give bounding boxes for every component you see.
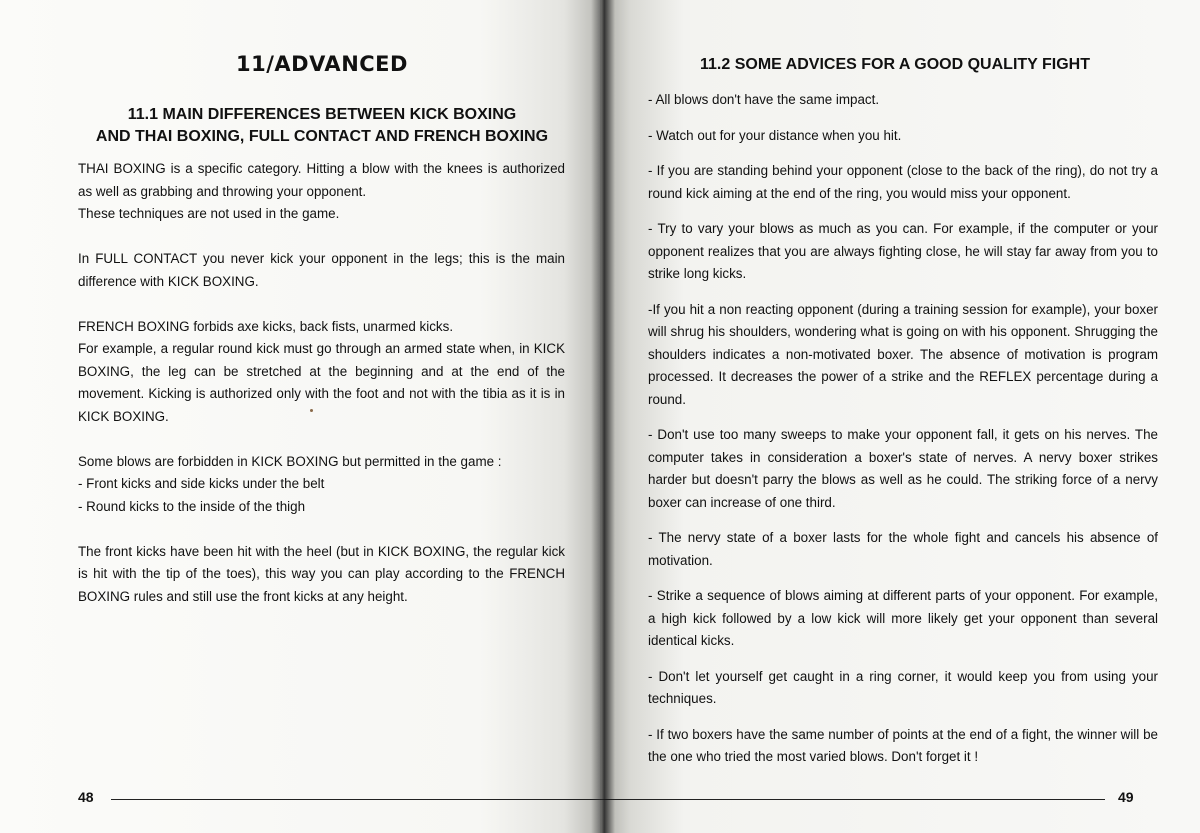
advice-paragraph: - Watch out for your distance when you hit. — [648, 127, 902, 143]
book-gutter-shadow — [591, 0, 615, 833]
text-line: THAI BOXING is a specific category. Hitting a blow with the knees is authorized as well as grabbing and throwing your opponent. — [78, 161, 565, 199]
text-line: Some blows are forbidden in KICK BOXING but permitted in the game : — [78, 453, 502, 469]
text-line: These techniques are not used in the game. — [78, 206, 340, 221]
text-line: In FULL CONTACT you never kick your opponent in the legs; this is the main difference with KICK BOXING. — [78, 251, 565, 289]
section-title-line: 11.1 MAIN DIFFERENCES BETWEEN KICK BOXING — [127, 106, 517, 123]
paragraph-full-contact — [78, 248, 565, 293]
right-body-text — [648, 89, 1158, 782]
list-item: - Front kicks and side kicks under the belt — [78, 476, 325, 491]
advice-paragraph: - All blows don't have the same impact. — [648, 92, 880, 107]
paragraph-front-kicks — [78, 541, 565, 609]
advice-paragraph: - If two boxers have the same number of points at the end of a fight, the winner will be the one who tried the most varied blows. Don't forget it ! — [648, 726, 1158, 764]
advice-paragraph: - Try to vary your blows as much as you can. For example, if the computer or your opponent realizes that you are always fighting close, he will stay far away from you to strike long kicks. — [648, 221, 1158, 281]
footer-rule-right — [600, 799, 1105, 800]
chapter-title: 11/ADVANCED — [236, 52, 408, 76]
paragraph-forbidden-blows — [78, 451, 565, 519]
text-line: For example, a regular round kick must go through an armed state when, in KICK BOXING, the leg can be stretched at the beginning and at the end of the movement. Kicking is authorized only with the foot and not with the tibia as it is in KICK BOXING. — [78, 341, 565, 424]
text-line: The front kicks have been hit with the heel (but in KICK BOXING, the regular kick is hit with the tip of the toes), this way you can play according to the FRENCH BOXING rules and still use the front kicks at any height. — [78, 543, 565, 604]
left-body-text — [78, 158, 565, 631]
page-number-right: 49 — [1118, 789, 1134, 805]
advice-paragraph: - Don't use too many sweeps to make your opponent fall, it gets on his nerves. The computer takes in consideration a boxer's state of nerves. A nervy boxer strikes harder but doesn't parry the blows as well as he could. The striking force of a nervy boxer can increase of one third. — [648, 427, 1158, 510]
paragraph-french-boxing — [78, 316, 565, 429]
advice-paragraph: - Don't let yourself get caught in a ring corner, it would keep you from using your techniques. — [648, 668, 1158, 706]
paragraph-thai-boxing — [78, 158, 565, 226]
footer-rule-left — [111, 799, 600, 800]
page-number-left: 48 — [78, 789, 94, 805]
section-title-11-1 — [80, 104, 564, 148]
section-title-line: AND THAI BOXING, FULL CONTACT AND FRENCH BOXING — [95, 128, 549, 145]
section-title-11-2: 11.2 SOME ADVICES FOR A GOOD QUALITY FIGHT — [700, 56, 1090, 73]
right-page — [600, 0, 1200, 833]
list-item: - Round kicks to the inside of the thigh — [78, 498, 306, 514]
advice-paragraph: - The nervy state of a boxer lasts for the whole fight and cancels his absence of motivation. — [648, 530, 1158, 568]
advice-paragraph: -If you hit a non reacting opponent (during a training session for example), your boxer will shrug his shoulders, wondering what is going on with his opponent. Shrugging the shoulders indicates a non-motivated boxer. The absence of motivation is program processed. It decreases the power of a strike and the REFLEX percentage during a round. — [648, 301, 1158, 407]
text-line: FRENCH BOXING forbids axe kicks, back fists, unarmed kicks. — [78, 318, 454, 334]
advice-paragraph: - Strike a sequence of blows aiming at different parts of your opponent. For example, a high kick followed by a low kick will more likely get your opponent than several identical kicks. — [648, 588, 1158, 648]
paper-speck — [310, 409, 313, 412]
advice-paragraph: - If you are standing behind your opponent (close to the back of the ring), do not try a round kick aiming at the end of the ring, you would miss your opponent. — [648, 163, 1158, 201]
